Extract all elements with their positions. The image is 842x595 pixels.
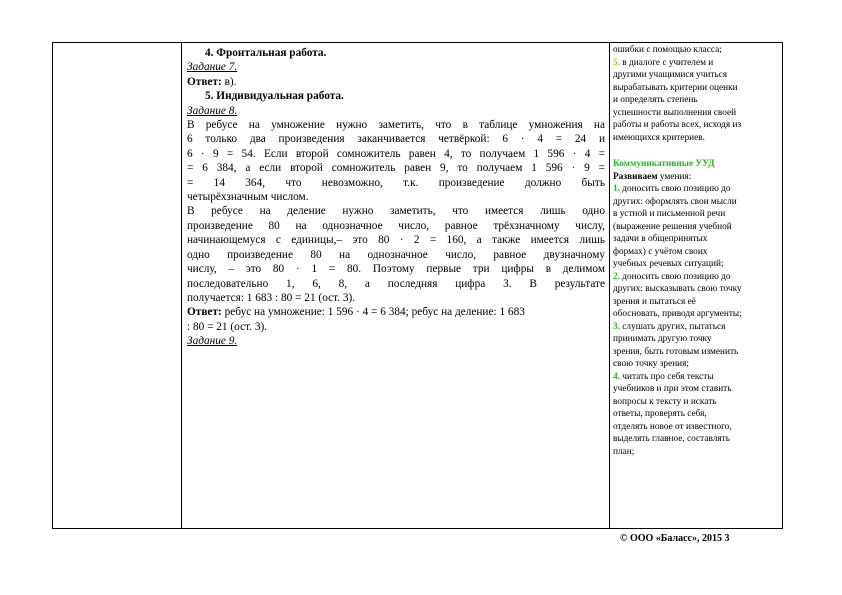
paragraph-line: последовательно 1, 6, 8, а последняя цифра 3. В результате [187,277,605,290]
paragraph-line: четырёхзначным числом. [187,191,309,204]
uud-item-4: 4. читать про себя тексты [613,371,714,382]
paragraph-line: начинающемуся с единицы,– это 80 · 2 = 160, а также имеется лишь [187,234,605,247]
column-divider-right [609,43,610,528]
task-8-link[interactable]: Задание 8. [187,104,238,117]
section-heading-frontal: 4. Фронтальная работа. [205,47,327,59]
uud-line: другими учащимися учиться [613,70,728,80]
uud-item-3: 3. слушать других, пытаться [613,321,726,332]
item-number: 1. [613,184,620,194]
uud-line: работы и работы всех, исходя из [613,120,742,130]
paragraph-line: В ребусе на деление нужно заметить, что имеется лишь одно [187,205,605,218]
answer-label: Ответ: [187,306,222,319]
paragraph-line: = 6 384, а если второй сомножитель равен 9, то получаем 1 596 · 9 = [187,162,605,175]
paragraph-line: одно произведение 80 на однозначное число, равное двузначному [187,248,605,261]
uud-line: отделять новое от известного, [613,421,732,432]
uud-line: зрения и пытаться её [613,296,696,307]
paragraph-line: 6 только два произведения заканчивается четвёркой: 6 · 4 = 24 и [187,133,605,146]
uud-line: план; [613,446,635,457]
task-9-link[interactable]: Задание 9. [187,335,238,348]
uud-line: зрения, быть готовым изменить [613,346,739,357]
uud-line: свою точку зрения; [613,359,690,369]
paragraph-line: 6 · 9 = 54. Если второй сомножитель равен 4, то получаем 1 596 · 4 = [187,147,605,160]
uud-line: других: оформлять свои мысли [613,196,737,207]
uud-column [613,44,783,458]
uud-item-5: 5. в диалоге с учителем и [613,57,714,68]
uud-line: и определять степень [613,95,698,105]
uud-line: принимать другую точку [613,334,712,344]
paragraph-line: числу, – это 80 · 1 = 80. Поэтому первые три цифры в делимом [187,263,605,276]
copyright-footer: © ООО «Баласс», 2015 3 [620,533,730,544]
lesson-table [52,42,783,529]
uud-line: задачи в общепринятых [613,234,708,244]
item-number: 5. [613,57,620,68]
uud-line: формах) с учётом своих [613,246,708,257]
answer-value: в). [221,75,237,88]
uud-line: имеющихся критериев. [613,132,705,143]
uud-line: успешности выполнения своей [613,107,737,118]
uud-item-2: 2. доносить свою позицию до [613,271,731,282]
uud-line: обосновать, приводя аргументы; [613,309,742,319]
paragraph-line: В ребусе на умножение нужно заметить, что в таблице умножения на [187,119,605,132]
uud-line: учебников и при этом ставить [613,384,732,394]
item-number: 2. [613,271,620,282]
answer-value: ребус на умножение: 1 596 · 4 = 6 384; ребус на деление: 1 683 [221,306,525,319]
paragraph-line: произведение 80 на однозначное число, равное трёхзначному числу, [187,219,605,232]
paragraph-line: = 14 364, что невозможно, т.к. произведение должно быть [187,176,605,189]
uud-line: (выражение решения учебной [613,221,732,232]
column-divider-left [181,43,182,528]
item-number: 4. [613,371,620,382]
uud-line: выделять главное, составлять [613,434,730,444]
answer-8 [187,305,605,319]
uud-line: вопросы к тексту и искать [613,396,717,407]
paragraph-line: получается: 1 683 : 80 = 21 (ост. 3). [187,291,356,304]
uud-line: других: высказывать свою точку [613,284,742,294]
section-heading-individual: 5. Индивидуальная работа. [205,90,344,103]
uud-line: в устной и письменной речи [613,209,726,219]
answer-7 [187,75,605,89]
uud-line: ошибки с помощью класса; [613,45,722,55]
uud-line: вырабатывать критерии оценки [613,82,738,93]
communicative-uud-title: Коммуникативные УУД [613,159,715,169]
item-number: 3. [613,321,620,332]
answer-label: Ответ: [187,75,222,88]
lesson-content-column [187,46,605,349]
develop-skills-line: Развиваем умения: [613,171,692,182]
uud-line: ответы, проверять себя, [613,409,707,419]
task-7-link[interactable]: Задание 7. [187,61,238,74]
uud-line: учебных речевых ситуаций; [613,259,724,269]
uud-item-1: 1. доносить свою позицию до [613,184,731,194]
answer-8-continued: : 80 = 21 (ост. 3). [187,320,268,333]
